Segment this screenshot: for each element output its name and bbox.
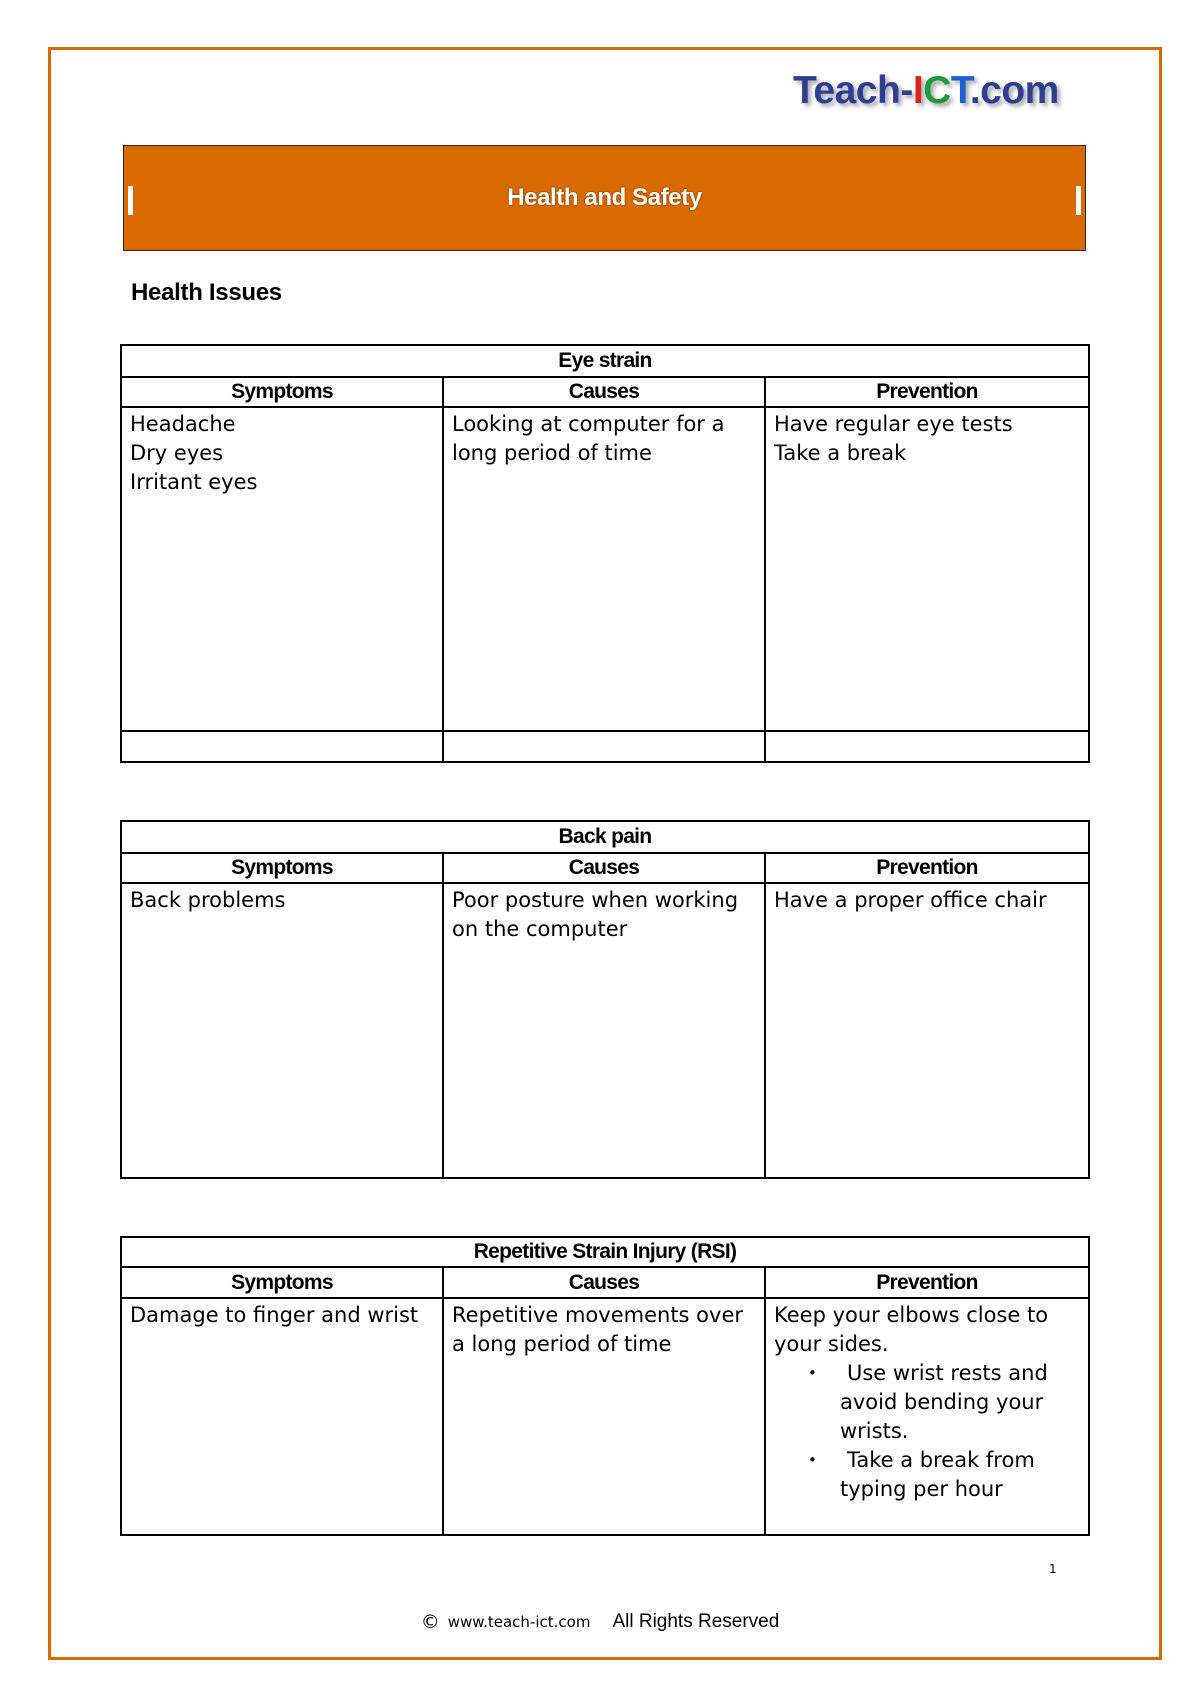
table-empty-row: [121, 731, 1089, 762]
cell-line: Keep your elbows close to: [774, 1303, 1049, 1327]
prevention-bullet-list: [774, 1359, 1080, 1504]
footer-rights: All Rights Reserved: [612, 1611, 780, 1632]
logo-text-t: T: [950, 69, 970, 112]
prevention-cell: [765, 883, 1089, 1178]
cell-line: Take a break: [774, 441, 907, 465]
cell-line: Have regular eye tests: [774, 412, 1013, 436]
column-header-symptoms: Symptoms: [121, 1267, 443, 1298]
teach-ict-logo: [793, 66, 1059, 116]
column-header-causes: Causes: [443, 853, 765, 883]
logo-text-teach: Teach-: [793, 69, 913, 112]
logo-text-c: C: [923, 69, 951, 112]
logo-text-i: I: [912, 69, 924, 112]
document-title: Health and Safety: [507, 184, 702, 211]
column-header-causes: Causes: [443, 377, 765, 407]
rsi-table: [120, 1236, 1090, 1536]
table-header-row: [121, 1267, 1089, 1298]
cell-line: Damage to finger and wrist: [130, 1303, 419, 1327]
column-header-prevention: Prevention: [765, 853, 1089, 883]
title-banner: [123, 145, 1086, 251]
bullet-line: avoid bending your: [840, 1390, 1044, 1414]
cell-line: Dry eyes: [130, 441, 224, 465]
footer-website: www.teach-ict.com: [447, 1613, 591, 1631]
table-title-row: [121, 821, 1089, 853]
table-body-row: [121, 883, 1089, 1178]
cell-line: on the computer: [452, 917, 628, 941]
section-heading: Health Issues: [131, 279, 282, 306]
table-title-row: [121, 1237, 1089, 1267]
page-number: 1: [1049, 1562, 1057, 1576]
symptoms-cell: [121, 1298, 443, 1535]
cell-line: Headache: [130, 412, 236, 436]
column-header-prevention: Prevention: [765, 1267, 1089, 1298]
cell-line: Have a proper office chair: [774, 888, 1047, 912]
table-body-row: [121, 407, 1089, 731]
cell-line: Irritant eyes: [130, 470, 258, 494]
prevention-cell: [765, 407, 1089, 731]
cell-line: your sides.: [774, 1332, 889, 1356]
column-header-symptoms: Symptoms: [121, 377, 443, 407]
empty-cell: [443, 731, 765, 762]
column-header-prevention: Prevention: [765, 377, 1089, 407]
bullet-line: Take a break from: [847, 1448, 1035, 1472]
symptoms-cell: [121, 407, 443, 731]
table-title: Eye strain: [121, 345, 1089, 377]
prevention-cell: [765, 1298, 1089, 1535]
column-header-symptoms: Symptoms: [121, 853, 443, 883]
bullet-line: typing per hour: [840, 1477, 1003, 1501]
bullet-line: wrists.: [840, 1419, 909, 1443]
table-title: Back pain: [121, 821, 1089, 853]
banner-right-marker: [1076, 186, 1081, 215]
empty-cell: [765, 731, 1089, 762]
symptoms-cell: [121, 883, 443, 1178]
bullet-icon: •: [808, 1451, 817, 1469]
cell-line: Repetitive movements over: [452, 1303, 743, 1327]
table-header-row: [121, 853, 1089, 883]
copyright-icon: ©: [420, 1611, 440, 1633]
logo-text-com: .com: [969, 69, 1059, 112]
cell-line: Poor posture when working: [452, 888, 739, 912]
bullet-line: Use wrist rests and: [847, 1361, 1048, 1385]
table-title-row: [121, 345, 1089, 377]
cell-line: Looking at computer for a: [452, 412, 725, 436]
empty-cell: [121, 731, 443, 762]
causes-cell: [443, 1298, 765, 1535]
bullet-item: [774, 1359, 1080, 1446]
banner-left-marker: [128, 186, 133, 215]
eye-strain-table: [120, 344, 1090, 763]
bullet-item: [774, 1446, 1080, 1504]
column-header-causes: Causes: [443, 1267, 765, 1298]
bullet-icon: •: [808, 1364, 817, 1382]
table-header-row: [121, 377, 1089, 407]
causes-cell: [443, 407, 765, 731]
footer: [0, 1611, 1200, 1633]
table-body-row: [121, 1298, 1089, 1535]
cell-line: Back problems: [130, 888, 286, 912]
table-title: Repetitive Strain Injury (RSI): [121, 1237, 1089, 1267]
back-pain-table: [120, 820, 1090, 1179]
causes-cell: [443, 883, 765, 1178]
cell-line: a long period of time: [452, 1332, 672, 1356]
cell-line: long period of time: [452, 441, 652, 465]
